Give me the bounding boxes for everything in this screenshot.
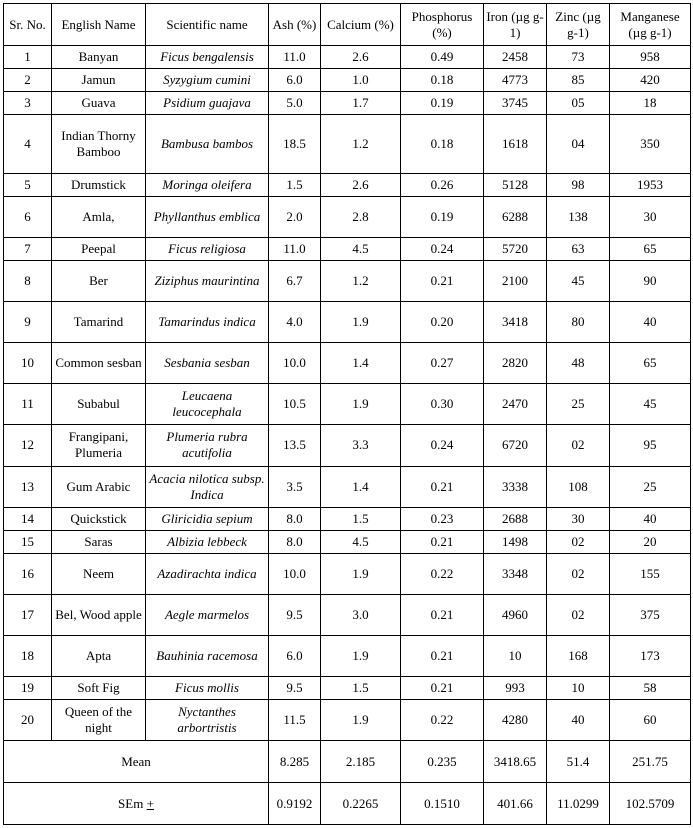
table-row — [4, 343, 691, 384]
cell-sr: 7 — [4, 238, 52, 261]
sem-iron: 401.66 — [484, 783, 547, 825]
cell-phosphorus: 0.21 — [401, 594, 484, 635]
cell-scientific: Ficus religiosa — [146, 238, 269, 261]
table-row — [4, 507, 691, 530]
cell-sr: 4 — [4, 115, 52, 174]
cell-manganese: 30 — [610, 197, 691, 238]
cell-zinc: 48 — [547, 343, 610, 384]
cell-english: Soft Fig — [52, 676, 146, 699]
cell-english: Neem — [52, 553, 146, 594]
sem-label-text: SEm — [118, 795, 147, 811]
cell-ash: 9.5 — [269, 676, 321, 699]
cell-calcium: 1.9 — [321, 699, 401, 740]
table-row — [4, 92, 691, 115]
cell-zinc: 73 — [547, 46, 610, 69]
cell-english: Jamun — [52, 69, 146, 92]
cell-ash: 10.0 — [269, 343, 321, 384]
cell-calcium: 4.5 — [321, 530, 401, 553]
cell-phosphorus: 0.24 — [401, 425, 484, 466]
cell-calcium: 3.3 — [321, 425, 401, 466]
cell-phosphorus: 0.49 — [401, 46, 484, 69]
cell-ash: 6.7 — [269, 261, 321, 302]
cell-zinc: 80 — [547, 302, 610, 343]
sem-phosphorus: 0.1510 — [401, 783, 484, 825]
cell-iron: 2458 — [484, 46, 547, 69]
cell-scientific: Leucaena leucocephala — [146, 384, 269, 425]
cell-manganese: 45 — [610, 384, 691, 425]
sem-manganese: 102.5709 — [610, 783, 691, 825]
header-calcium: Calcium (%) — [321, 4, 401, 46]
cell-calcium: 1.9 — [321, 635, 401, 676]
cell-ash: 1.5 — [269, 174, 321, 197]
cell-manganese: 18 — [610, 92, 691, 115]
cell-sr: 2 — [4, 69, 52, 92]
cell-iron: 10 — [484, 635, 547, 676]
cell-sr: 10 — [4, 343, 52, 384]
cell-calcium: 1.0 — [321, 69, 401, 92]
cell-zinc: 02 — [547, 425, 610, 466]
cell-iron: 3418 — [484, 302, 547, 343]
table-row — [4, 384, 691, 425]
cell-english: Indian Thorny Bamboo — [52, 115, 146, 174]
cell-iron: 1618 — [484, 115, 547, 174]
cell-manganese: 40 — [610, 507, 691, 530]
table-row — [4, 635, 691, 676]
cell-manganese: 58 — [610, 676, 691, 699]
cell-scientific: Bauhinia racemosa — [146, 635, 269, 676]
cell-iron: 1498 — [484, 530, 547, 553]
sem-row — [4, 783, 691, 825]
cell-iron: 4773 — [484, 69, 547, 92]
cell-zinc: 40 — [547, 699, 610, 740]
cell-calcium: 1.9 — [321, 384, 401, 425]
header-sr: Sr. No. — [4, 4, 52, 46]
table-row — [4, 261, 691, 302]
cell-zinc: 10 — [547, 676, 610, 699]
cell-ash: 8.0 — [269, 530, 321, 553]
cell-manganese: 375 — [610, 594, 691, 635]
mean-row — [4, 741, 691, 783]
plus-minus-symbol: + — [146, 795, 154, 811]
table-row — [4, 699, 691, 740]
cell-ash: 18.5 — [269, 115, 321, 174]
cell-zinc: 98 — [547, 174, 610, 197]
cell-calcium: 1.5 — [321, 676, 401, 699]
table-row — [4, 594, 691, 635]
cell-iron: 2100 — [484, 261, 547, 302]
cell-manganese: 40 — [610, 302, 691, 343]
cell-phosphorus: 0.18 — [401, 115, 484, 174]
mean-calcium: 2.185 — [321, 741, 401, 783]
table-row — [4, 197, 691, 238]
header-iron: Iron (µg g-1) — [484, 4, 547, 46]
table-row — [4, 69, 691, 92]
cell-ash: 13.5 — [269, 425, 321, 466]
cell-sr: 9 — [4, 302, 52, 343]
cell-calcium: 1.7 — [321, 92, 401, 115]
nutrient-table — [3, 3, 691, 825]
cell-zinc: 02 — [547, 594, 610, 635]
cell-english: Banyan — [52, 46, 146, 69]
cell-scientific: Azadirachta indica — [146, 553, 269, 594]
cell-sr: 19 — [4, 676, 52, 699]
cell-calcium: 1.2 — [321, 261, 401, 302]
cell-scientific: Gliricidia sepium — [146, 507, 269, 530]
cell-manganese: 65 — [610, 343, 691, 384]
cell-zinc: 45 — [547, 261, 610, 302]
cell-scientific: Bambusa bambos — [146, 115, 269, 174]
table-row — [4, 530, 691, 553]
cell-iron: 6720 — [484, 425, 547, 466]
cell-scientific: Tamarindus indica — [146, 302, 269, 343]
cell-phosphorus: 0.18 — [401, 69, 484, 92]
mean-label: Mean — [4, 741, 269, 783]
cell-iron: 2688 — [484, 507, 547, 530]
cell-manganese: 1953 — [610, 174, 691, 197]
cell-calcium: 2.6 — [321, 46, 401, 69]
cell-phosphorus: 0.22 — [401, 699, 484, 740]
cell-zinc: 02 — [547, 530, 610, 553]
cell-sr: 6 — [4, 197, 52, 238]
cell-zinc: 85 — [547, 69, 610, 92]
cell-phosphorus: 0.24 — [401, 238, 484, 261]
cell-sr: 14 — [4, 507, 52, 530]
cell-ash: 11.0 — [269, 238, 321, 261]
sem-zinc: 11.0299 — [547, 783, 610, 825]
sem-calcium: 0.2265 — [321, 783, 401, 825]
cell-phosphorus: 0.21 — [401, 466, 484, 507]
cell-phosphorus: 0.19 — [401, 197, 484, 238]
cell-phosphorus: 0.19 — [401, 92, 484, 115]
cell-scientific: Ficus bengalensis — [146, 46, 269, 69]
cell-zinc: 63 — [547, 238, 610, 261]
sem-label — [4, 783, 269, 825]
cell-manganese: 20 — [610, 530, 691, 553]
cell-manganese: 350 — [610, 115, 691, 174]
cell-english: Saras — [52, 530, 146, 553]
cell-zinc: 30 — [547, 507, 610, 530]
cell-manganese: 420 — [610, 69, 691, 92]
table-body — [4, 46, 691, 741]
table-row — [4, 466, 691, 507]
cell-ash: 6.0 — [269, 69, 321, 92]
cell-phosphorus: 0.23 — [401, 507, 484, 530]
mean-manganese: 251.75 — [610, 741, 691, 783]
table-row — [4, 238, 691, 261]
cell-sr: 16 — [4, 553, 52, 594]
cell-iron: 5128 — [484, 174, 547, 197]
cell-sr: 18 — [4, 635, 52, 676]
table-row — [4, 46, 691, 69]
cell-ash: 6.0 — [269, 635, 321, 676]
cell-phosphorus: 0.20 — [401, 302, 484, 343]
cell-ash: 10.5 — [269, 384, 321, 425]
cell-iron: 3338 — [484, 466, 547, 507]
cell-scientific: Sesbania sesban — [146, 343, 269, 384]
cell-scientific: Phyllanthus emblica — [146, 197, 269, 238]
cell-iron: 3348 — [484, 553, 547, 594]
cell-sr: 20 — [4, 699, 52, 740]
cell-english: Gum Arabic — [52, 466, 146, 507]
cell-english: Ber — [52, 261, 146, 302]
cell-sr: 17 — [4, 594, 52, 635]
cell-calcium: 1.4 — [321, 466, 401, 507]
cell-iron: 5720 — [484, 238, 547, 261]
header-manganese: Manganese (µg g-1) — [610, 4, 691, 46]
cell-manganese: 90 — [610, 261, 691, 302]
cell-calcium: 4.5 — [321, 238, 401, 261]
cell-phosphorus: 0.26 — [401, 174, 484, 197]
header-ash: Ash (%) — [269, 4, 321, 46]
cell-scientific: Moringa oleifera — [146, 174, 269, 197]
cell-calcium: 3.0 — [321, 594, 401, 635]
cell-calcium: 1.2 — [321, 115, 401, 174]
cell-sr: 8 — [4, 261, 52, 302]
cell-scientific: Psidium guajava — [146, 92, 269, 115]
cell-zinc: 02 — [547, 553, 610, 594]
cell-manganese: 60 — [610, 699, 691, 740]
cell-english: Common sesban — [52, 343, 146, 384]
header-scientific-name: Scientific name — [146, 4, 269, 46]
cell-iron: 4280 — [484, 699, 547, 740]
cell-scientific: Ficus mollis — [146, 676, 269, 699]
cell-english: Amla, — [52, 197, 146, 238]
table-row — [4, 174, 691, 197]
cell-phosphorus: 0.30 — [401, 384, 484, 425]
table-row — [4, 553, 691, 594]
cell-manganese: 65 — [610, 238, 691, 261]
mean-phosphorus: 0.235 — [401, 741, 484, 783]
cell-english: Drumstick — [52, 174, 146, 197]
cell-ash: 11.5 — [269, 699, 321, 740]
cell-english: Queen of the night — [52, 699, 146, 740]
cell-iron: 2470 — [484, 384, 547, 425]
cell-sr: 12 — [4, 425, 52, 466]
cell-scientific: Nyctanthes arbortristis — [146, 699, 269, 740]
cell-ash: 2.0 — [269, 197, 321, 238]
cell-iron: 2820 — [484, 343, 547, 384]
cell-scientific: Aegle marmelos — [146, 594, 269, 635]
table-row — [4, 115, 691, 174]
cell-manganese: 958 — [610, 46, 691, 69]
cell-english: Peepal — [52, 238, 146, 261]
header-row — [4, 4, 691, 46]
cell-english: Guava — [52, 92, 146, 115]
cell-sr: 15 — [4, 530, 52, 553]
mean-ash: 8.285 — [269, 741, 321, 783]
cell-ash: 5.0 — [269, 92, 321, 115]
cell-iron: 4960 — [484, 594, 547, 635]
cell-sr: 5 — [4, 174, 52, 197]
cell-scientific: Albizia lebbeck — [146, 530, 269, 553]
cell-phosphorus: 0.27 — [401, 343, 484, 384]
mean-zinc: 51.4 — [547, 741, 610, 783]
cell-scientific: Plumeria rubra acutifolia — [146, 425, 269, 466]
cell-zinc: 138 — [547, 197, 610, 238]
cell-phosphorus: 0.21 — [401, 530, 484, 553]
cell-manganese: 155 — [610, 553, 691, 594]
header-english-name: English Name — [52, 4, 146, 46]
cell-zinc: 05 — [547, 92, 610, 115]
sem-ash: 0.9192 — [269, 783, 321, 825]
cell-english: Quickstick — [52, 507, 146, 530]
cell-english: Subabul — [52, 384, 146, 425]
cell-zinc: 168 — [547, 635, 610, 676]
cell-manganese: 25 — [610, 466, 691, 507]
cell-ash: 9.5 — [269, 594, 321, 635]
cell-ash: 11.0 — [269, 46, 321, 69]
cell-zinc: 108 — [547, 466, 610, 507]
cell-calcium: 1.9 — [321, 302, 401, 343]
cell-calcium: 1.9 — [321, 553, 401, 594]
cell-calcium: 2.8 — [321, 197, 401, 238]
cell-english: Bel, Wood apple — [52, 594, 146, 635]
cell-sr: 1 — [4, 46, 52, 69]
cell-zinc: 04 — [547, 115, 610, 174]
cell-iron: 3745 — [484, 92, 547, 115]
cell-phosphorus: 0.22 — [401, 553, 484, 594]
cell-english: Tamarind — [52, 302, 146, 343]
cell-iron: 6288 — [484, 197, 547, 238]
cell-manganese: 95 — [610, 425, 691, 466]
cell-phosphorus: 0.21 — [401, 261, 484, 302]
cell-phosphorus: 0.21 — [401, 676, 484, 699]
cell-phosphorus: 0.21 — [401, 635, 484, 676]
table-row — [4, 302, 691, 343]
cell-ash: 10.0 — [269, 553, 321, 594]
table-row — [4, 676, 691, 699]
cell-scientific: Acacia nilotica subsp. Indica — [146, 466, 269, 507]
header-zinc: Zinc (µg g-1) — [547, 4, 610, 46]
cell-manganese: 173 — [610, 635, 691, 676]
cell-ash: 4.0 — [269, 302, 321, 343]
cell-ash: 3.5 — [269, 466, 321, 507]
cell-ash: 8.0 — [269, 507, 321, 530]
table-row — [4, 425, 691, 466]
cell-sr: 3 — [4, 92, 52, 115]
cell-scientific: Ziziphus maurintina — [146, 261, 269, 302]
cell-scientific: Syzygium cumini — [146, 69, 269, 92]
cell-english: Apta — [52, 635, 146, 676]
mean-iron: 3418.65 — [484, 741, 547, 783]
cell-calcium: 2.6 — [321, 174, 401, 197]
cell-sr: 11 — [4, 384, 52, 425]
cell-calcium: 1.4 — [321, 343, 401, 384]
cell-english: Frangipani, Plumeria — [52, 425, 146, 466]
cell-calcium: 1.5 — [321, 507, 401, 530]
cell-sr: 13 — [4, 466, 52, 507]
header-phosphorus: Phosphorus (%) — [401, 4, 484, 46]
cell-iron: 993 — [484, 676, 547, 699]
cell-zinc: 25 — [547, 384, 610, 425]
